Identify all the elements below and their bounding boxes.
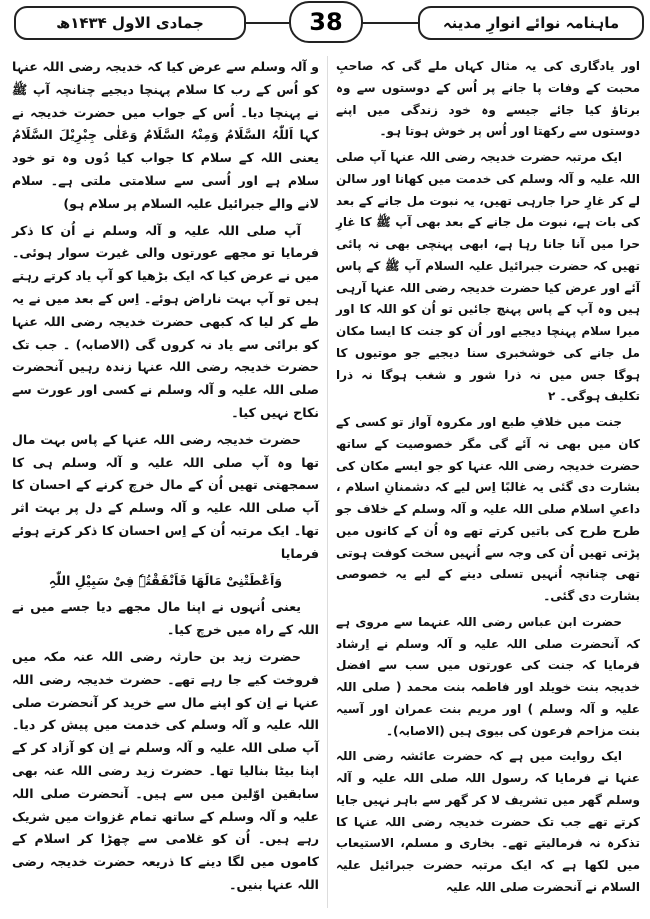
paragraph: حضرت ابن عباس رضی اللہ عنہما سے مروی ہے کہ آنحضرت صلی اللہ علیہ و آلہ وسلم نے اِرشاد فرمایا کہ جنت کی عورتوں میں سب سے افضل خدیجہ بنت خویلد اور فاطمہ بنت محمد ( صلی اللہ علیہ و آلہ وسلم ) اور مریم بنت عمران اور آسیہ بنت مزاحم فرعون کی بیوی ہیں (الاصابہ)۔	[336, 614, 640, 738]
paragraph: ایک مرتبہ حضرت خدیجہ رضی اللہ عنہا آپ صلی اللہ علیہ و آلہ وسلم کی خدمت میں کھانا اور سالن لے کر غارِ حرا جارہی تھیں، یہ نبوت مل جانے کے بعد کی بات ہے، نبوت مل جانے کے بعد بھی آپ ﷺ کا غارِ حرا میں آنا جانا رہا ہے، ابھی پہنچی بھی نہ پائی تھیں کہ حضرت جبرائیل علیہ السلام آپ ﷺ کے پاس آئے اور عرض کیا حضرت خدیجہ رضی اللہ عنہا آرہی ہیں وہ آپ کے پاس پہنچ جائیں تو اُن کو اللہ کا اور میرا سلام پہنچا دیجیے اور اُن کو جنت کا ایسا مکان مل جانے کی خوشخبری سنا دیجیے جو موتیوں کا ہوگا جس میں نہ ذرا شور و شغب ہوگا نہ ذرا تکلیف ہوگی۔ ۲	[336, 150, 640, 404]
paragraph: حضرت خدیجہ رضی اللہ عنہا کے پاس بہت مال تھا وہ آپ صلی اللہ علیہ و آلہ وسلم ہی کا سمجھتی تھیں اُن کے مال خرچ کرنے کے احسان کا آپ صلی اللہ علیہ و آلہ وسلم کے دل پر بہت اثر تھا۔ ایک مرتبہ اُن کے اِس احسان کا ذکر کرتے ہوئے فرمایا	[12, 431, 319, 561]
paragraph: و آلہ وسلم سے عرض کیا کہ خدیجہ رضی اللہ عنہا کو اُس کے رب کا سلام پہنچا دیجیے چنانچہ آپ ﷺ نے پہنچا دیا۔ اُس کے جواب میں حضرت خدیجہ نے کہا اَللّٰہُ السَّلَامُ وَمِنْہُ السَّلَامُ وَعَلٰی جِبْرِیْلَ السَّلَامُ یعنی اللہ کے سلام کا جواب کیا دُوں وہ تو خود سلام ہے اور اُسی سے سلامتی ملتی ہے۔ سلام لانے والے جبرائیل علیہ السلام پر سلام ہو)	[12, 59, 319, 211]
page-number: 38	[289, 1, 363, 43]
paragraph: ایک روایت میں ہے کہ حضرت عائشہ رضی اللہ عنہا نے فرمایا کہ رسول اللہ صلی اللہ علیہ و آلہ وسلم گھر میں تشریف لا کر گھر سے باہر نہیں جایا کرتے تھے جب تک حضرت خدیجہ رضی اللہ عنہا کا تذکرہ نہ فرمالیتے تھے۔ بخاری و مسلم، الاستیعاب میں لکھا ہے کہ ایک مرتبہ حضرت جبرائیل علیہ السلام نے آنحضرت صلی اللہ علیہ	[336, 749, 640, 894]
issue-date-box	[14, 6, 246, 40]
magazine-title-box	[418, 6, 644, 40]
paragraph: یعنی اُنہوں نے اپنا مال مجھے دیا جسے میں نے اللہ کے راہ میں خرچ کیا۔	[12, 599, 319, 638]
left-column	[12, 56, 319, 901]
arabic-quote: وَاَعْطَتْنِیْ مَالَھَا فَاَنْفَقْتُہٗ فِیْ سَبِیْلِ اللّٰہِ	[48, 572, 283, 588]
paragraph: جنت میں خلافِ طبع اور مکروہ آواز تو کسی کے کان میں بھی نہ آئے گی مگر خصوصیت کے ساتھ حضرت خدیجہ رضی اللہ عنہا کو جو ایسے مکان کی بشارت دی گئی یہ غالبًا اِس لیے کہ دشمنانِ اسلام ، داعیِ اسلام صلی اللہ علیہ و آلہ وسلم کے خلاف جو طرح طرح کی باتیں کرتے تھے وہ اُن کے کانوں میں پڑتی تھیں اُن کی وجہ سے اُنہیں سخت کوفت ہوتی تھی چنانچہ اُنہیں تسلی دینے کے لیے یہ خصوصی بشارت دی گئی۔	[336, 415, 640, 603]
paragraph: حضرت زید بن حارثہ رضی اللہ عنہ مکہ میں فروخت کیے جا رہے تھے۔ حضرت خدیجہ رضی اللہ عنہا نے اِن کو اپنے مال سے خرید کر آنحضرت صلی اللہ علیہ و آلہ وسلم کی خدمت میں پیش کر دیا۔ آپ صلی اللہ علیہ و آلہ وسلم نے اِن کو آزاد کر کے اپنا بیٹا بنالیا تھا۔ حضرت زید رضی اللہ عنہ بھی سابقین اوّلین میں سے ہیں۔ آنحضرت صلی اللہ علیہ و آلہ وسلم کے ساتھ تمام غزوات میں شریک رہے ہیں۔ اُن کو غلامی سے چھڑا کر اسلام کے کاموں میں لگا دینے کا ذریعہ حضرت خدیجہ رضی اللہ عنہا بنیں۔	[12, 648, 319, 892]
header-rule-left	[242, 22, 289, 24]
page-header	[0, 0, 650, 44]
column-divider	[327, 56, 328, 908]
header-rule-right	[361, 22, 418, 24]
issue-date: جمادی الاول ۱۴۳۴ھ	[56, 14, 204, 32]
paragraph: آپ صلی اللہ علیہ و آلہ وسلم نے اُن کا ذکر فرمایا تو مجھے عورتوں والی غیرت سوار ہوئی۔ میں نے عرض کیا کہ ایک بڑھیا کو آپ یاد کرتے رہتے ہیں تو آپ بہت ناراض ہوئے۔ اِس کے بعد میں نے یہ طے کر لیا کہ کبھی حضرت خدیجہ رضی اللہ عنہا کو برائی سے یاد نہ کروں گی (الاصابہ) ۔ جب تک حضرت خدیجہ رضی اللہ عنہا زندہ رہیں آنحضرت صلی اللہ علیہ و آلہ وسلم نے کسی اور عورت سے نکاح نہیں کیا۔	[12, 222, 319, 420]
right-column	[336, 56, 640, 903]
paragraph: اور یادگاری کی یہ مثال کہاں ملے گی کہ صاحبِ محبت کے وفات پا جانے پر اُس کے دوستوں سے وہ برتاؤ کیا جائے جیسے وہ خود زندگی میں اپنے دوستوں سے رکھتا اور اُس پر خوش ہوتا ہو۔	[336, 59, 640, 139]
magazine-title: ماہنامہ نوائے انوارِ مدینہ	[442, 14, 620, 32]
